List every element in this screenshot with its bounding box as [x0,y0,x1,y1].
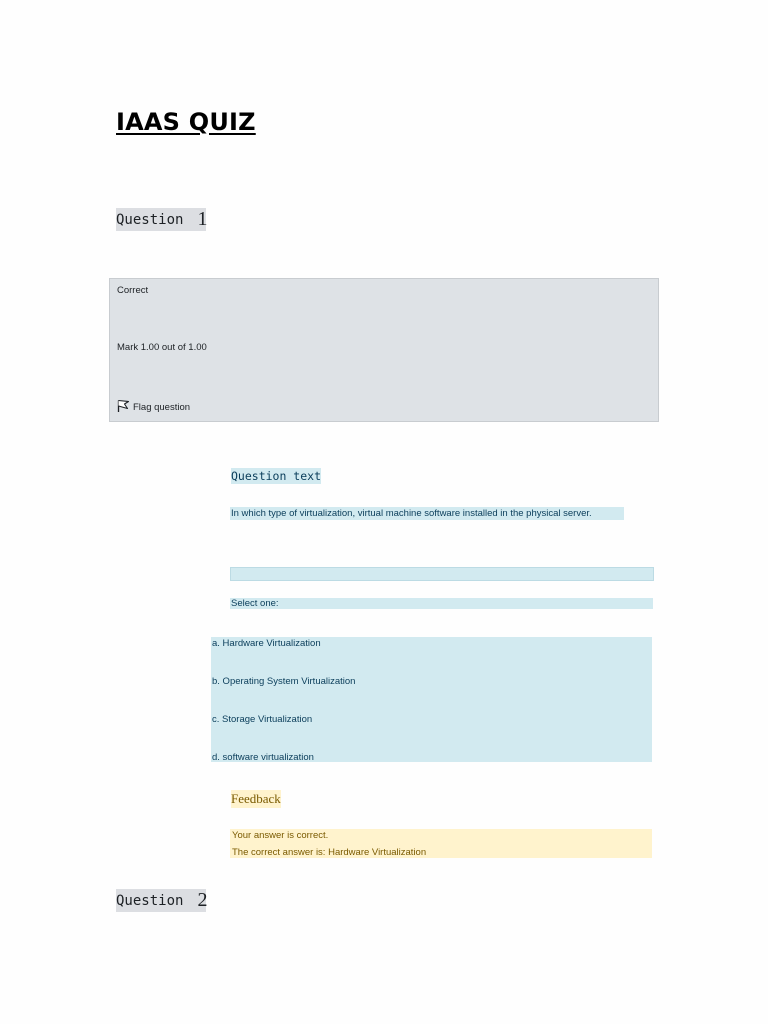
question-label: Question [116,892,184,909]
answer-option-c[interactable]: c. Storage Virtualization [212,714,313,725]
question-grade: Mark 1.00 out of 1.00 [117,342,207,353]
answer-option-b[interactable]: b. Operating System Virtualization [212,676,356,687]
question-label: Question [116,211,184,228]
flag-icon[interactable] [117,399,130,413]
divider-strip [230,567,654,581]
flag-question-label[interactable]: Flag question [133,402,191,413]
question-info-box [109,278,659,422]
question-2-heading [116,889,206,912]
feedback-heading: Feedback [231,791,281,806]
question-state: Correct [117,285,149,296]
answer-option-a[interactable]: a. Hardware Virtualization [212,638,321,649]
question-number: 1 [197,208,208,230]
feedback-correct-answer: The correct answer is: Hardware Virtualization [232,847,427,858]
select-one-prompt: Select one: [230,598,653,609]
answer-option-d[interactable]: d. software virtualization [212,752,314,763]
question-number: 2 [197,889,208,911]
question-1-heading [116,208,206,231]
question-text-heading: Question text [231,469,322,483]
feedback-box [230,829,652,858]
feedback-result: Your answer is correct. [232,830,329,841]
answer-list [211,637,652,762]
flag-question-link[interactable] [117,399,190,413]
question-text: In which type of virtualization, virtual machine software installed in the physical server. [230,507,624,520]
page-title: IAAS QUIZ [116,108,256,136]
